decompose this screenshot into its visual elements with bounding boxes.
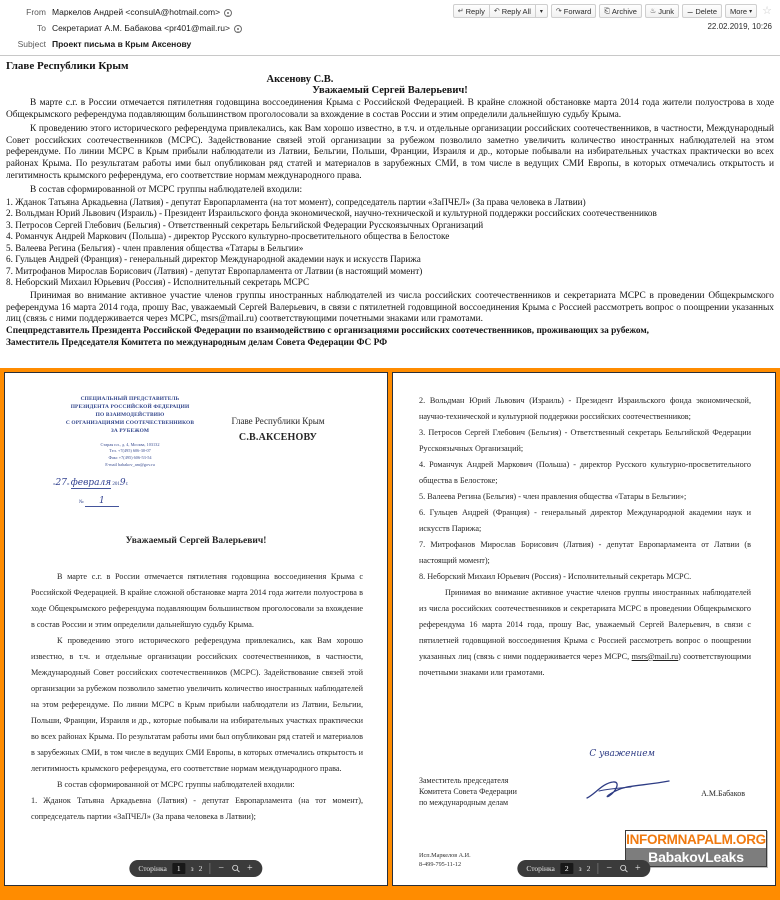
reply-button[interactable] <box>453 4 490 18</box>
body-paragraph-1: В марте с.г. в России отмечается пятилетняя годовщина воссоединения Крыма с Российской Федерацией. В крайне сложной обстановке марта 2014 года жители полуострова в ходе Общекрымского референдума подавляющим большинством проголосовали за вхождение в состав России и этим определили дальнейшую судьбу Крыма. <box>6 97 774 120</box>
doc-observer-item-3: 3. Петросов Сергей Глебович (Бельгия) - Ответственный секретарь Бельгийской Федерации Русскоязычных Организаций; <box>419 427 751 453</box>
date-day-handwritten: 27 <box>55 478 67 489</box>
trash-icon: ⚊ <box>687 7 694 15</box>
signatory-name: А.М.Бабаков <box>701 789 745 798</box>
handwritten-signature-icon <box>583 777 679 803</box>
from-value[interactable]: Маркелов Андрей <consulA@hotmail.com> <box>52 7 221 17</box>
addressee-line-2: С.В.АКСЕНОВУ <box>238 432 318 444</box>
page-label: Сторінка <box>138 864 167 873</box>
executor-name: Исп.Маркелов А.И. <box>419 852 471 859</box>
observer-list-item: 3. Петросов Сергей Глебович (Бельгия) - Ответственный секретарь Бельгийской Федерации Русскоязычных Организаций <box>6 219 484 230</box>
forward-arrow-icon: ↷ <box>555 7 562 15</box>
reply-arrow-icon: ↵ <box>457 7 464 15</box>
addressee-line-1: Главе Республики Крым <box>231 416 325 426</box>
date-year-suffix: г. <box>125 482 129 488</box>
more-button[interactable] <box>725 4 757 18</box>
zoom-in-button[interactable]: + <box>247 862 253 874</box>
zoom-in-button[interactable]: + <box>635 862 641 874</box>
scanned-page-1 <box>5 373 387 885</box>
doc-observer-item-7: 7. Митрофанов Мирослав Борисович (Латвия) - депутат Европарламента от Латвии (в настоящий момент); <box>419 539 751 565</box>
letterhead-line: С ОРГАНИЗАЦИЯМИ СООТЕЧЕСТВЕННИКОВ <box>65 420 195 427</box>
page-of-label: з <box>190 864 194 873</box>
doc-observer-item-4: 4. Романчук Андрей Маркович (Польша) - директор Русского культурно-просветительного общества в Белостоке; <box>419 459 751 485</box>
letterhead-contacts <box>45 442 215 469</box>
body-signature-line-1: Спецпредставитель Президента Российской Федерации по взаимодействию с организациями российских соотечественников, проживающих за рубежом, <box>6 326 650 337</box>
doc-observer-item-2: 2. Вольдман Юрий Львович (Израиль) - Президент Израильского фонда экономической, научно-технической и культурной поддержки российских соотечественников; <box>419 396 751 421</box>
attachment-preview-area <box>0 368 780 900</box>
observer-list-item: 1. Жданок Татьяна Аркадьевна (Латвия) - депутат Европарламента (на тот момент), сопредседатель партии «ЗаПЧЕЛ» (За права человека в Латвии) <box>6 196 586 207</box>
forward-label: Forward <box>563 6 592 16</box>
date-month-handwritten: февраля <box>70 478 112 489</box>
subject-row <box>0 36 780 52</box>
page-number-input[interactable]: 2 <box>560 863 574 874</box>
divider <box>597 863 598 874</box>
doc-final-paragraph <box>419 585 751 681</box>
body-paragraph-3: В состав сформированной от МСРС группы наблюдателей входили: <box>30 184 303 195</box>
mail-header <box>0 0 780 56</box>
contact-fax: Факс +7(495) 606-53-54 <box>108 454 152 460</box>
letterhead-line: ПО ВЗАИМОДЕЙСТВИЮ <box>95 412 165 419</box>
letterhead-line: СПЕЦИАЛЬНЫЙ ПРЕДСТАВИТЕЛЬ <box>80 396 180 402</box>
message-timestamp: 22.02.2019, 10:26 <box>707 22 772 31</box>
executor-phone: 8-499-795-11-12 <box>419 861 462 869</box>
doc-paragraph-1: В марте с.г. в России отмечается пятилетняя годовщина воссоединения Крыма с Российской Федерацией. В крайне сложной обстановке марта 2014 года жители полуострова в ходе Общекрымского референдума подавляющим большинством проголосовали за вхождение в состав России и этим определили дальнейшую судьбу Крыма. <box>31 572 363 629</box>
junk-button[interactable] <box>645 4 679 18</box>
watermark-site-name: INFORMNAPALM.ORG <box>626 832 766 847</box>
signatory-role-line-2: Комитета Совета Федерации <box>419 787 517 797</box>
doc-observer-item-6: 6. Гульцев Андрей (Франция) - генеральный директор Международной академии наук и искусств Парижа; <box>419 507 751 533</box>
observer-list-item: 7. Митрофанов Мирослав Борисович (Латвия) - депутат Европарламента от Латвии (в настоящий момент) <box>6 265 423 276</box>
executor-block <box>419 851 471 870</box>
contact-phone: Тел. +7(495) 606-30-07 <box>109 448 151 454</box>
body-addressee-title: Главе Республики Крым <box>6 60 129 72</box>
reply-all-label: Reply All <box>501 6 531 16</box>
forward-button[interactable] <box>551 4 596 18</box>
page-label: Сторінка <box>526 864 555 873</box>
document-body-page-1 <box>31 569 363 825</box>
body-paragraph-2: К проведению этого исторического референдума привлекались, как Вам хорошо известно, в т.ч. и отдельные организации российских соотечественников, в частности, Международный Совет российских соотечественников (МСРС). Задействование связей этой организации за рубежом позволило заметно увеличить количество иностранных наблюдателей на этом референдуме. По линии МСРС в Крым прибыли наблюдатели из Латвии, Бельгии, Польши, Франции, Израиля и др., которые побывали на избирательных участках практически во всех районах Крыма. По результатам работы ими был опубликован ряд статей и материалов в зарубежных СМИ, в том числе в ведущих СМИ Европы, в которых отмечались открытость и легитимность крымского референдума, его соответствие нормам международного права. <box>6 123 774 182</box>
doc-number-label: № <box>79 500 84 506</box>
chevron-down-icon: ▾ <box>749 8 753 15</box>
subject-label: Subject <box>17 39 46 49</box>
doc-observer-item-5: 5. Валеева Регина (Бельгия) - член правления общества «Татары в Бельгии»; <box>419 491 687 501</box>
doc-observer-item-1: 1. Жданок Татьяна Аркадьевна (Латвия) - депутат Европарламента (на тот момент), сопредседатель партии «ЗаПЧЕЛ» (За права человека в Латвии); <box>31 795 363 821</box>
body-paragraph-4: Принимая во внимание активное участие членов группы иностранных наблюдателей из числа российских соотечественников и секретариата МСРС в проведении Общекрымского референдума 16 марта 2014 года, прошу Вас, уважаемый Сергей Валерьевич, в связи с пятилетней годовщиной воссоединения Крыма с Россией рассмотреть вопрос о поощрении указанных лиц (связь с ними поддерживается через МСРС, msrs@mail.ru) соответствующими почетными знаками или грамотами. <box>6 290 774 325</box>
letterhead-block <box>45 395 215 507</box>
signatory-role-block <box>419 775 517 808</box>
chevron-down-icon: ▾ <box>539 8 543 15</box>
letterhead-line: ЗА РУБЕЖОМ <box>110 428 150 435</box>
body-addressee-name: Аксенову С.В. <box>266 73 334 85</box>
zoom-reset-icon[interactable] <box>618 864 629 873</box>
from-label: From <box>26 7 46 17</box>
signature-closing-handwritten: С уважением <box>589 749 655 759</box>
observer-list-item: 8. Неборский Михаил Юрьевич (Россия) - Исполнительный секретарь МСРС <box>6 277 310 288</box>
junk-flame-icon: ♨ <box>649 7 657 15</box>
contact-email: E-mail babakov_am@gov.ru <box>105 461 155 467</box>
archive-box-icon: ⎗ <box>604 7 610 15</box>
doc-number-handwritten: 1 <box>85 496 119 507</box>
delete-label: Delete <box>695 6 718 16</box>
doc-observer-item-8: 8. Неборский Михаил Юрьевич (Россия) - Исполнительный секретарь МСРС. <box>419 571 692 581</box>
junk-label: Junk <box>658 6 675 16</box>
delete-button[interactable] <box>682 4 722 18</box>
doc-paragraph-3: В состав сформированной от МСРС группы наблюдателей входили: <box>57 779 295 789</box>
to-label: To <box>37 23 46 33</box>
document-body-page-2 <box>419 393 751 681</box>
observer-list-item: 6. Гульцев Андрей (Франция) - генеральный директор Международной академии наук и искусств Парижа <box>6 254 421 265</box>
contact-card-icon[interactable] <box>234 25 242 33</box>
contact-address: Старая пл., д. 4, Москва, 103132 <box>100 441 160 447</box>
to-value[interactable]: Секретариат А.М. Бабакова <pr401@mail.ru> <box>52 23 230 33</box>
archive-label: Archive <box>611 6 637 16</box>
divider <box>209 863 210 874</box>
doc-paragraph-2: К проведению этого исторического референдума привлекались, как Вам хорошо известно, в т.ч. и отдельные организации российских соотечественников, в частности, Международный Совет российских соотечественников (МСРС). Задействование связей этой организации за рубежом позволило заметно увеличить количество иностранных наблюдателей на этом референдуме. По линии МСРС в Крым прибыли наблюдатели из Латвии, Бельгии, Польши, Франции, Израиля и др., которые побывали на избирательных участках практически во всех районах Крыма. По результатам работы ими был опубликован ряд статей и материалов в зарубежных СМИ, в том числе в ведущих СМИ Европы, в которых отмечались открытость и легитимность крымского референдума, его соответствие нормам международного права. <box>31 635 363 773</box>
reply-label: Reply <box>465 6 485 16</box>
date-year-digit: 9 <box>119 478 126 489</box>
page-total: 2 <box>586 864 591 873</box>
reply-all-button[interactable] <box>489 4 536 18</box>
attachment-page-1-pane[interactable] <box>4 372 388 886</box>
document-greeting: Уважаемый Сергей Валерьевич! <box>125 536 267 546</box>
reply-group <box>453 4 548 18</box>
more-label: More <box>730 6 748 16</box>
signatory-role-line-1: Заместитель председателя <box>419 776 509 785</box>
signatory-role-line-3: по международным делам <box>419 798 509 808</box>
observer-list-item: 2. Вольдман Юрий Львович (Израиль) - Президент Израильского фонда экономической, научно-технической и культурной поддержки российских соотечественников <box>6 208 657 219</box>
attachment-page-2-pane[interactable] <box>392 372 776 886</box>
scanned-page-2 <box>393 373 775 885</box>
message-toolbar <box>453 4 774 18</box>
page-number-input[interactable]: 1 <box>172 863 186 874</box>
watermark-leak-name: BabakovLeaks <box>626 848 766 866</box>
page-navigation-control-2[interactable] <box>517 860 650 877</box>
msrs-email-link[interactable]: msrs@mail.ru <box>631 651 679 661</box>
final-paragraph-part-a: Принимая во внимание активное участие членов группы иностранных наблюдателей из числа российских соотечественников и секретариата МСРС в проведении Общекрымского референдума 16 марта 2014 года, прошу Вас, уважаемый Сергей Валерьевич, в связи с пятилетней годовщиной воссоединения Крыма с Россией рассмотреть вопрос о поощрении указанных лиц (связь с ними поддерживается через МСРС, <box>419 587 751 661</box>
to-row <box>0 20 780 36</box>
body-signature-line-2: Заместитель Председателя Комитета по международным делам Совета Федерации ФС РФ <box>6 337 388 348</box>
archive-button[interactable] <box>599 4 642 18</box>
date-stamp-field: «27» февраля 2019г. № 1 <box>53 478 129 507</box>
reply-all-arrows-icon: ↶ <box>493 7 500 15</box>
date-year-prefix: 201 <box>112 482 120 488</box>
letterhead-line: ПРЕЗИДЕНТА РОССИЙСКОЙ ФЕДЕРАЦИИ <box>70 404 190 411</box>
body-greeting: Уважаемый Сергей Валерьевич! <box>312 84 468 96</box>
final-paragraph-part-b: ) соответствующими почетными знаками или грамотами. <box>419 651 751 677</box>
email-body <box>0 56 780 374</box>
addressee-block <box>203 415 353 443</box>
page-total: 2 <box>198 864 203 873</box>
zoom-out-button[interactable]: − <box>218 862 225 874</box>
contact-card-icon[interactable] <box>224 9 232 17</box>
reply-dropdown-button[interactable] <box>535 4 548 18</box>
zoom-out-button[interactable]: − <box>606 862 613 874</box>
zoom-reset-icon[interactable] <box>230 864 241 873</box>
subject-value: Проект письма в Крым Аксенову <box>52 39 192 49</box>
page-of-label: з <box>578 864 582 873</box>
observer-list-item: 4. Романчук Андрей Маркович (Польша) - директор Русского культурно-просветительного общества в Белостоке <box>6 231 450 242</box>
observer-list-item: 5. Валеева Регина (Бельгия) - член правления общества «Татары в Бельгии» <box>6 242 304 253</box>
page-navigation-control-1[interactable] <box>129 860 262 877</box>
star-icon[interactable]: ☆ <box>762 4 772 17</box>
